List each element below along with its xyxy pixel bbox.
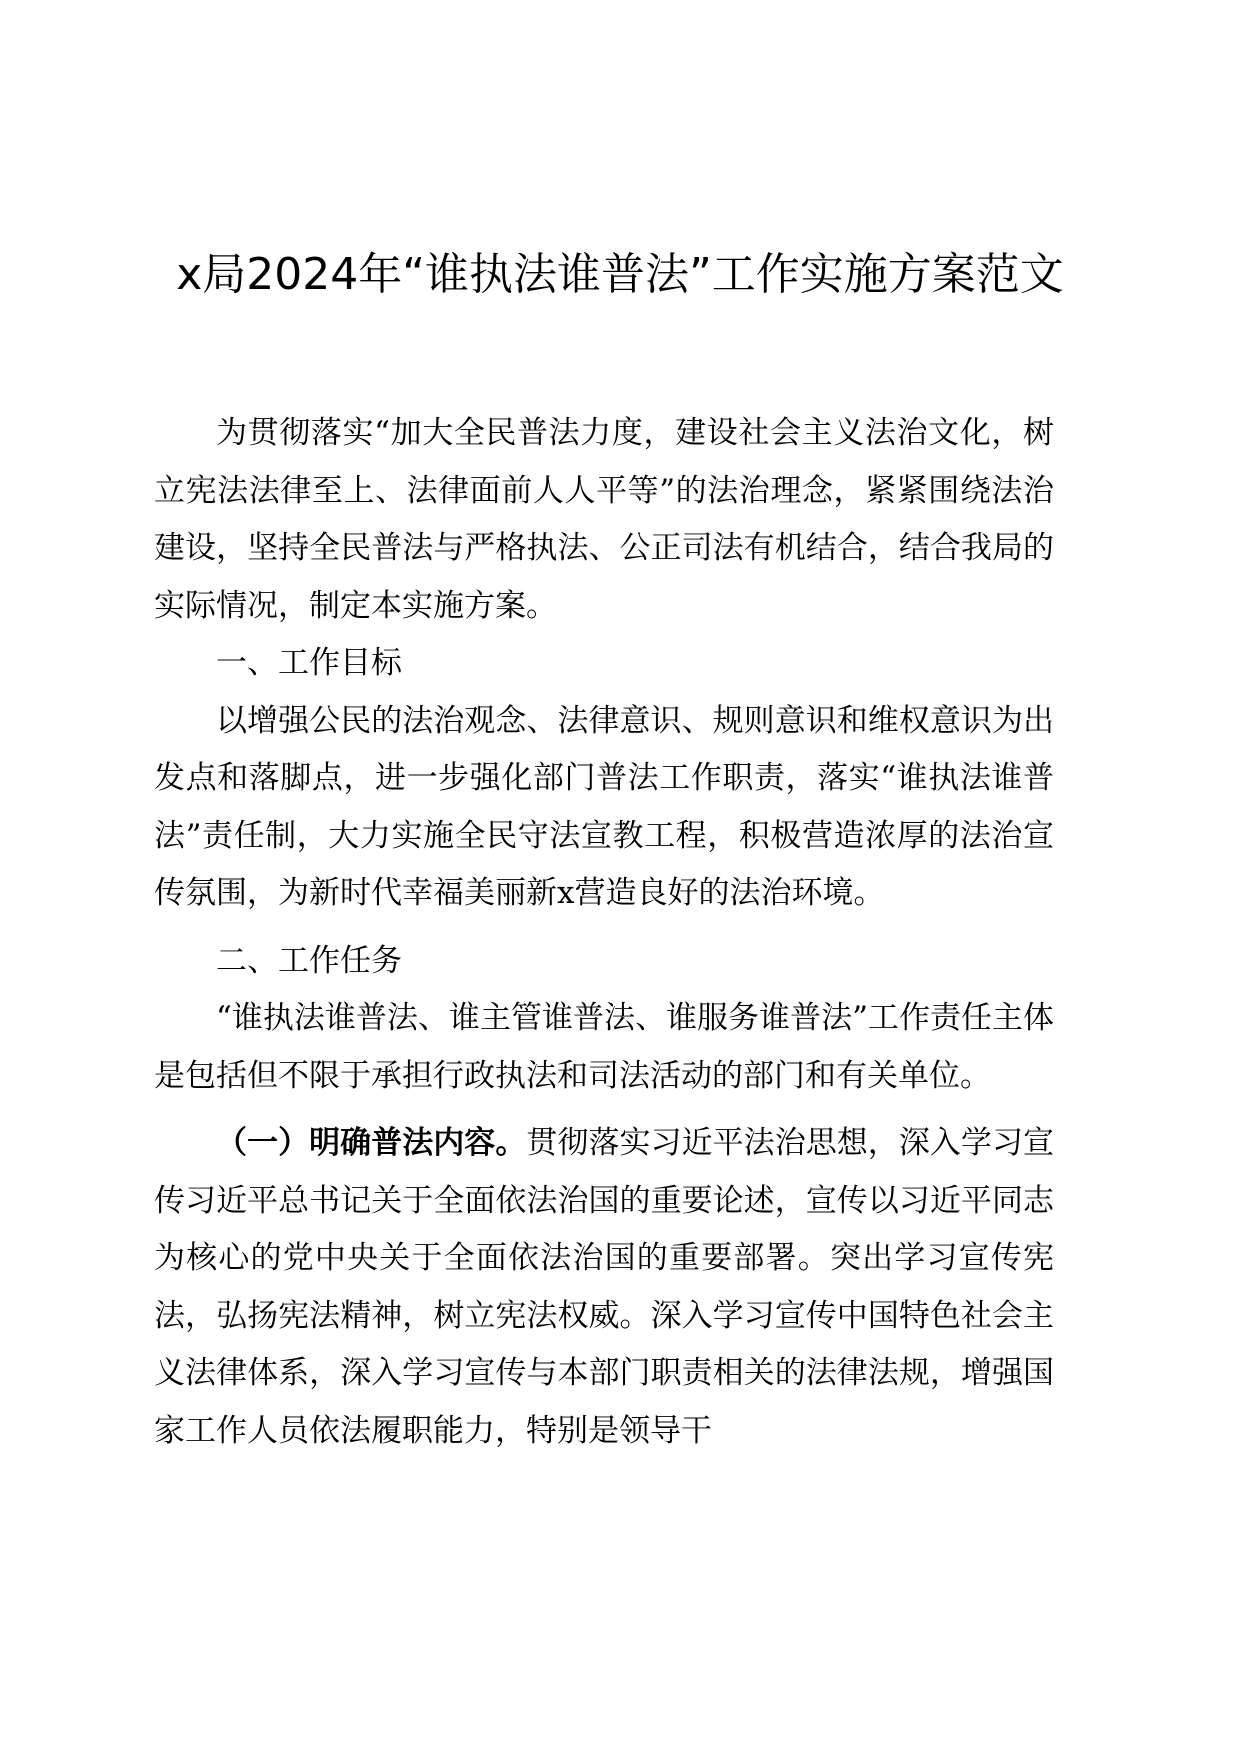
goals-paragraph: 以增强公民的法治观念、法律意识、规则意识和维权意识为出发点和落脚点，进一步强化部门普法工作职责，落实“谁执法谁普法”责任制，大力实施全民守法宣教工程，积极营造浓厚的法治宣传氛围，为新时代幸福美丽新x营造良好的法治环境。 <box>154 702 1054 911</box>
task-item-1-text: 贯彻落实习近平法治思想，深入学习宣传习近平总书记关于全面依法治国的重要论述，宣传以习近平同志为核心的党中央关于全面依法治国的重要部署。突出学习宣传宪法，弘扬宪法精神，树立宪法权威。深入学习宣传中国特色社会主义法律体系，深入学习宣传与本部门职责相关的法律法规，增强国家工作人员依法履职能力，特别是领导干 <box>154 1125 1055 1449</box>
tasks-paragraph: “谁执法谁普法、谁主管谁普法、谁服务谁普法”工作责任主体是包括但不限于承担行政执法和司法活动的部门和有关单位。 <box>154 1000 1054 1094</box>
document-title: x局2024年“谁执法谁普法”工作实施方案范文 <box>176 249 1064 300</box>
task-item-1-paragraph <box>154 1115 1054 1460</box>
section-heading-goals: 一、工作目标 <box>216 645 402 681</box>
task-item-1-lead: （一）明确普法内容。 <box>216 1125 527 1161</box>
intro-paragraph: 为贯彻落实“加大全民普法力度，建设社会主义法治文化，树立宪法法律至上、法律面前人人平等”的法治理念，紧紧围绕法治建设，坚持全民普法与严格执法、公正司法有机结合，结合我局的实际情况，制定本实施方案。 <box>154 415 1054 624</box>
section-heading-tasks: 二、工作任务 <box>216 942 402 979</box>
document-body <box>154 405 1054 1460</box>
